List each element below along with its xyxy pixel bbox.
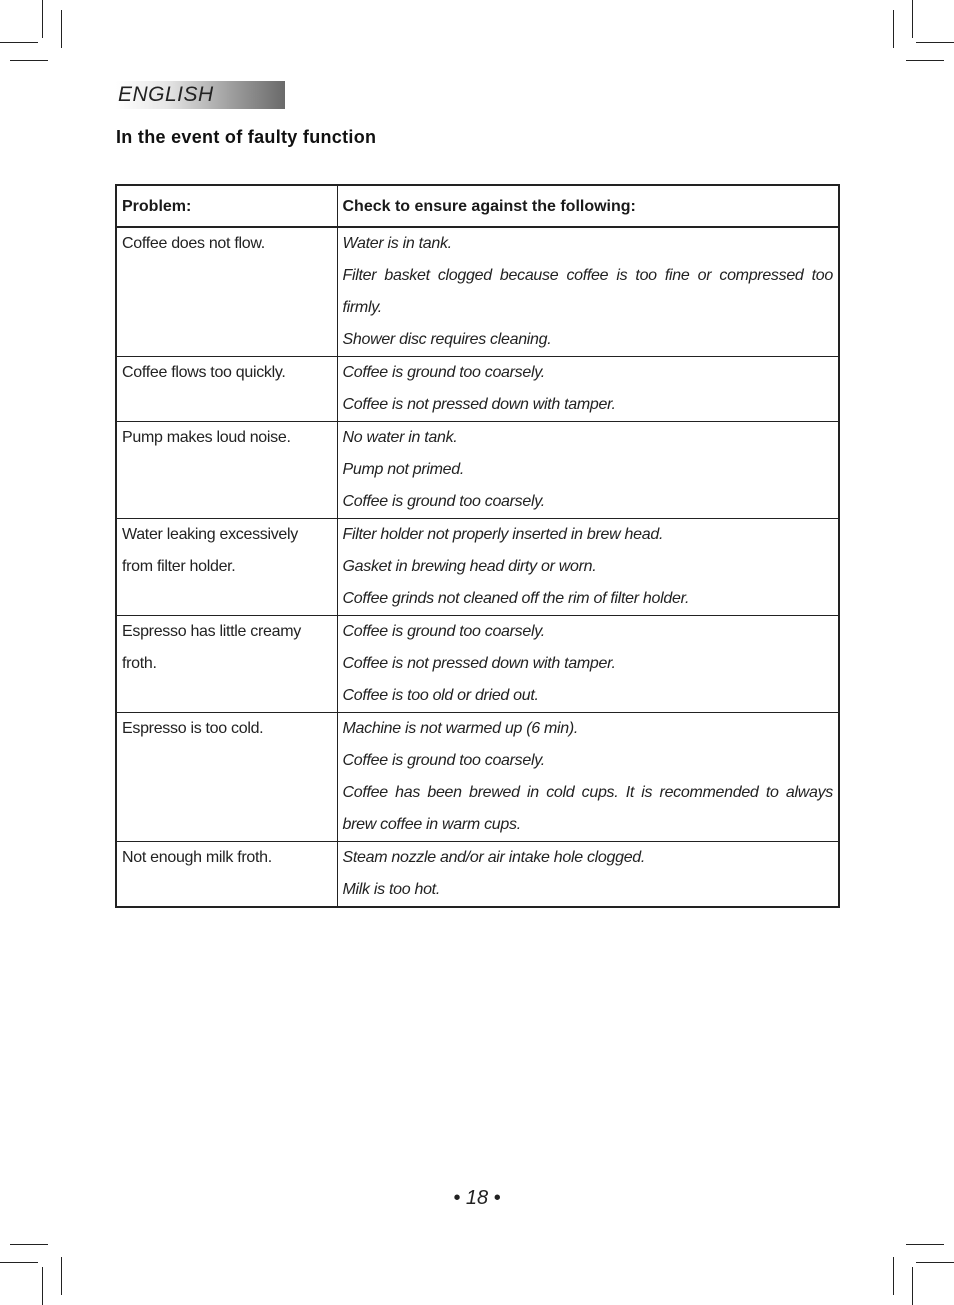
- check-item: Pump not primed.: [342, 461, 464, 478]
- crop-mark: [916, 42, 954, 43]
- problem-cell: Water leaking excessively from filter holder.: [116, 519, 337, 616]
- checks-cell: [337, 842, 839, 908]
- table-row: [116, 357, 839, 422]
- crop-mark: [61, 10, 62, 48]
- check-item: Coffee is ground too coarsely.: [342, 752, 545, 769]
- crop-mark: [893, 1257, 894, 1295]
- check-item: Shower disc requires cleaning.: [342, 331, 552, 348]
- problem-cell: Not enough milk froth.: [116, 842, 337, 908]
- crop-mark: [42, 1267, 43, 1305]
- crop-mark: [42, 0, 43, 38]
- check-item: Steam nozzle and/or air intake hole clogged.: [342, 849, 646, 866]
- crop-mark: [10, 1244, 48, 1245]
- check-item: Milk is too hot.: [342, 881, 440, 898]
- page-number: • 18 •: [453, 1187, 501, 1209]
- check-item: Water is in tank.: [342, 235, 452, 252]
- checks-cell: [337, 357, 839, 422]
- checks-cell: [337, 616, 839, 713]
- check-item: Coffee is ground too coarsely.: [342, 493, 545, 510]
- problem-cell: Coffee does not flow.: [116, 227, 337, 357]
- language-tab-label: ENGLISH: [118, 83, 214, 106]
- language-tab: [116, 81, 285, 109]
- problem-column-header: Problem:: [116, 185, 337, 227]
- checks-cell: [337, 519, 839, 616]
- checks-cell: [337, 713, 839, 842]
- check-item: Coffee has been brewed in cold cups. It is recommended to always brew coffee in warm cups.: [342, 784, 833, 833]
- table-row: [116, 616, 839, 713]
- crop-mark: [0, 1262, 38, 1263]
- problem-cell: Pump makes loud noise.: [116, 422, 337, 519]
- check-item: Coffee is ground too coarsely.: [342, 364, 545, 381]
- check-item: Coffee grinds not cleaned off the rim of filter holder.: [342, 590, 690, 607]
- crop-mark: [912, 0, 913, 38]
- check-item: Machine is not warmed up (6 min).: [342, 720, 579, 737]
- checks-cell: [337, 227, 839, 357]
- check-item: Gasket in brewing head dirty or worn.: [342, 558, 597, 575]
- problem-cell: Espresso has little creamy froth.: [116, 616, 337, 713]
- check-item: Coffee is ground too coarsely.: [342, 623, 545, 640]
- check-item: Coffee is too old or dried out.: [342, 687, 539, 704]
- table-row: [116, 713, 839, 842]
- table-row: [116, 842, 839, 908]
- check-item: Filter holder not properly inserted in brew head.: [342, 526, 664, 543]
- check-item: No water in tank.: [342, 429, 458, 446]
- table-header-row: [116, 185, 839, 227]
- page-title: In the event of faulty function: [116, 127, 377, 147]
- check-item: Coffee is not pressed down with tamper.: [342, 655, 616, 672]
- checks-column-header: Check to ensure against the following:: [337, 185, 839, 227]
- crop-mark: [10, 60, 48, 61]
- troubleshooting-table: [115, 184, 840, 908]
- check-item: Filter basket clogged because coffee is too fine or compressed too firmly.: [342, 267, 833, 316]
- table-row: [116, 519, 839, 616]
- crop-mark: [0, 42, 38, 43]
- crop-mark: [912, 1267, 913, 1305]
- problem-cell: Espresso is too cold.: [116, 713, 337, 842]
- crop-mark: [893, 10, 894, 48]
- table-row: [116, 227, 839, 357]
- table-row: [116, 422, 839, 519]
- crop-mark: [906, 60, 944, 61]
- problem-cell: Coffee flows too quickly.: [116, 357, 337, 422]
- crop-mark: [906, 1244, 944, 1245]
- crop-mark: [61, 1257, 62, 1295]
- crop-mark: [916, 1262, 954, 1263]
- check-item: Coffee is not pressed down with tamper.: [342, 396, 616, 413]
- checks-cell: [337, 422, 839, 519]
